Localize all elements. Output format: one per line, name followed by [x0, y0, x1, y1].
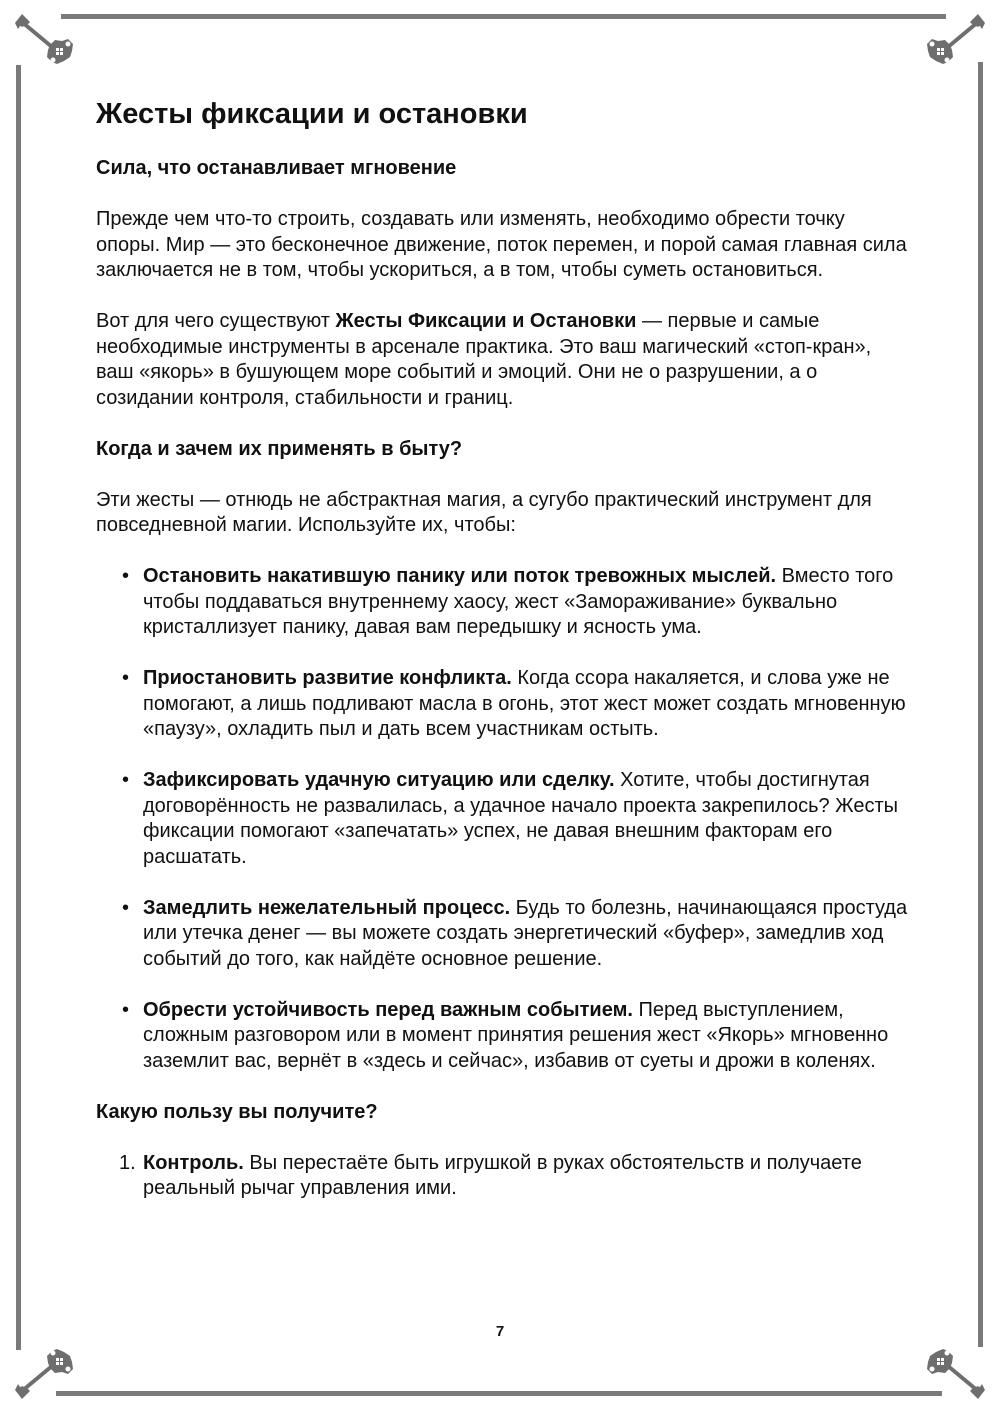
bold-text: Жесты Фиксации и Остановки — [335, 310, 637, 332]
text: — первые и самые необходимые инструменты в арсенале практика. Это ваш магический «стоп-кран», ваш «якорь» в бушующем море событий и эмоций. Они не о разрушении, а о созидании контроля, стабильности и границ. — [96, 310, 872, 409]
text: Вот для чего существуют — [96, 310, 336, 332]
intro-paragraph: Прежде чем что-то строить, создавать или изменять, необходимо обрести точку опоры. Мир — это бесконечное движение, поток перемен, и порой самая главная сила заключается не в том, чтобы ускориться, а в том, чтобы суметь остановиться. — [96, 208, 907, 281]
list-item — [122, 666, 908, 743]
list-item — [119, 1151, 908, 1202]
benefit-list — [96, 1151, 908, 1202]
item-text: Перед выступлением, сложным разговором или в момент принятия решения жест «Якорь» мгновенно заземлит вас, вернёт в «здесь и сейчас», избавив от суеты и дрожи в коленях. — [143, 998, 889, 1072]
frame-top — [61, 14, 946, 19]
frame-right — [978, 62, 983, 1347]
section-lead: Эти жесты — отнюдь не абстрактная магия, а сугубо практический инструмент для повседневной магии. Используйте их, чтобы: — [96, 488, 872, 536]
subtitle: Сила, что останавливает мгновение — [96, 157, 457, 179]
item-text: Когда ссора накаляется, и слова уже не помогают, а лишь подливают масла в огонь, этот жест может создать мгновенную «паузу», охладить пыл и дать всем участникам остыть. — [143, 667, 906, 740]
item-title: Зафиксировать удачную ситуацию или сделку. — [143, 769, 615, 791]
frame-bottom — [56, 1391, 942, 1396]
item-title: Остановить накатившую панику или поток тревожных мыслей. — [143, 565, 777, 587]
item-text: Хотите, чтобы достигнутая договорённость не развалилась, а удачное начало проекта закрепилось? Жесты фиксации помогают «запечатать» успех, не давая внешним факторам его расшатать. — [143, 769, 899, 868]
bullet: • — [122, 998, 130, 1021]
list-item — [122, 998, 908, 1075]
item-title: Обрести устойчивость перед важным событием. — [143, 998, 633, 1021]
bullet: • — [122, 896, 130, 919]
page-content — [96, 96, 908, 1202]
page-title: Жесты фиксации и остановки — [96, 98, 528, 130]
item-title: Замедлить нежелательный процесс. — [143, 896, 511, 919]
section-heading-benefit: Какую пользу вы получите? — [96, 1100, 378, 1123]
page-number: 7 — [495, 1323, 505, 1340]
bullet: • — [122, 769, 130, 791]
item-text: Будь то болезнь, начинающаяся простуда или утечка денег — вы можете создать энергетический «буфер», замедлив ход событий до того, как найдёте основное решение. — [143, 896, 908, 970]
item-text: Вместо того чтобы поддаваться внутреннему хаосу, жест «Замораживание» буквально кристаллизует панику, давая вам передышку и ясность ума. — [143, 565, 894, 638]
bullet: • — [122, 667, 130, 689]
list-item — [122, 768, 908, 870]
item-title: Приостановить развитие конфликта. — [143, 667, 512, 689]
item-title: Контроль. — [143, 1151, 244, 1174]
item-number: 1. — [119, 1151, 136, 1174]
frame-left — [16, 65, 21, 1350]
usage-list — [96, 564, 908, 1074]
item-text: Вы перестаёте быть игрушкой в руках обстоятельств и получаете реальный рычаг управления ими. — [143, 1151, 862, 1199]
list-item — [122, 896, 908, 973]
section-heading-when: Когда и зачем их применять в быту? — [96, 437, 463, 460]
list-item — [122, 564, 908, 641]
bullet: • — [122, 565, 130, 587]
gestures-paragraph — [96, 309, 908, 411]
key-icon — [0, 0, 100, 100]
key-icon — [900, 0, 1000, 100]
